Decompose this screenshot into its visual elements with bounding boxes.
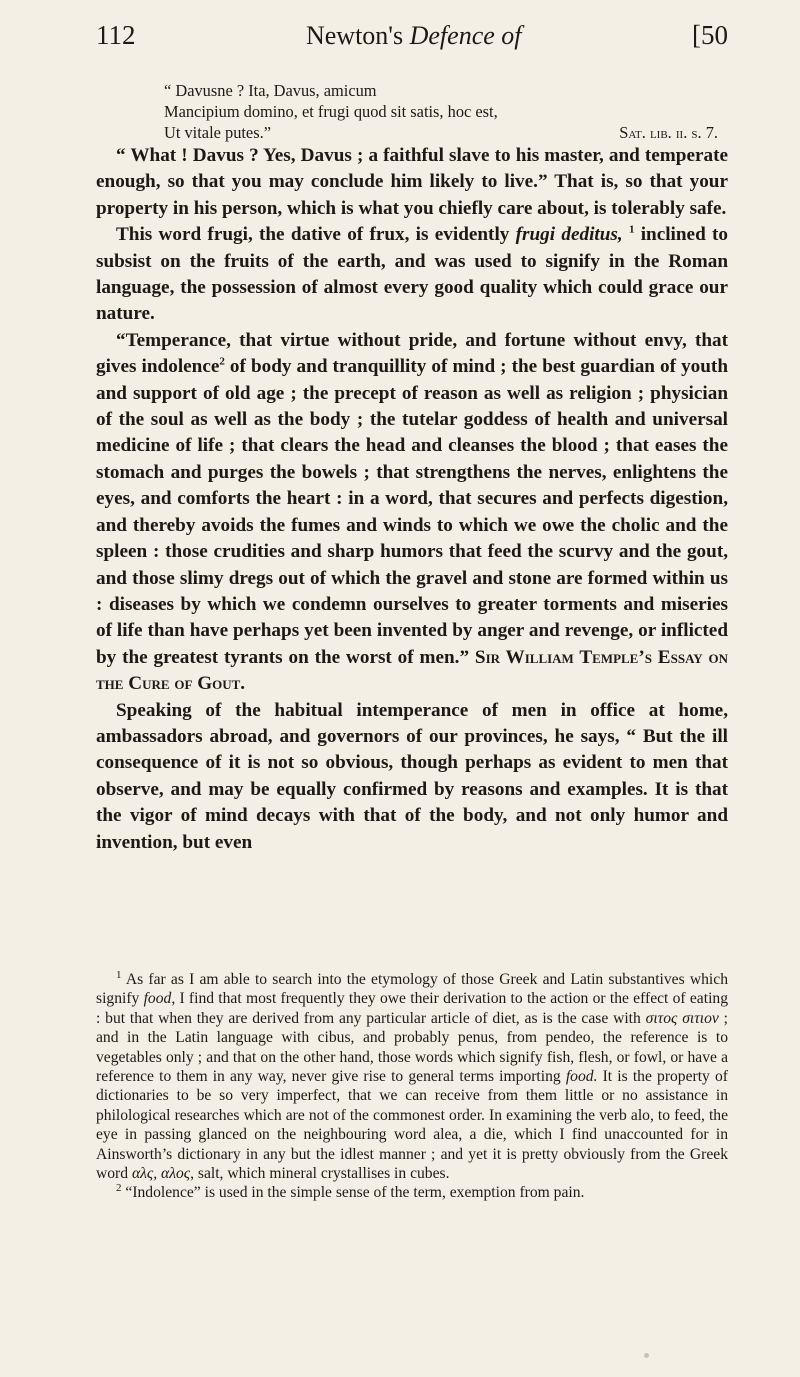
section-number: [50 [691, 20, 728, 50]
fn1-text-a: As far as I am able to search into the etymology of those Greek and Latin substantives which signify [96, 971, 728, 1008]
running-title [306, 21, 522, 51]
quote-line-3-row [164, 122, 720, 143]
page-blemish [644, 1353, 649, 1358]
footnote-1 [96, 970, 728, 1183]
p2-italic: frugi deditus, [515, 224, 623, 246]
quote-source: Sat. lib. ii. s. 7. [619, 123, 718, 142]
running-title-italic: Defence of [409, 21, 522, 50]
running-title-roman: Newton's [305, 21, 410, 50]
fn1-text-c: ; and in the Latin language with cibus, and probably penus, from pendeo, the reference is to vegetables only ; and that on the other hand, those words which signify fish, flesh, or fowl, or have a reference to them in any way, never give rise to general terms importing [96, 1009, 729, 1086]
footnote-1-mark: 1 [116, 968, 122, 981]
main-text [96, 80, 728, 856]
fn1-text-d: It is the property of dictionaries to be so very imperfect, that we can receive from them little or no assistance in philological researches which are not of the commonest order. In examining the verb alo, to feed, the eye in passing glanced on the neighbouring word alea, a die, which I find unaccounted for in Ainsworth’s dictionary in any but the idlest manner ; and yet it is pretty obviously from the Greek word [96, 1068, 728, 1183]
fn1-greek-1: σιτος σιτιον [645, 1009, 719, 1027]
page-number: 112 [96, 20, 136, 50]
fn1-greek-2: αλς, αλος [131, 1165, 191, 1183]
paragraph-4: Speaking of the habitual intemperance of men in office at home, ambassadors abroad, and governors of our provinces, he says, “ But the ill consequence of it is not so obvious, though perhaps as evident to men that observe, and may be equally confirmed by reasons and examples. It is that the vigor of mind decays with that of the body, and not only humor and invention, but even [96, 699, 728, 853]
running-header [96, 20, 728, 56]
p3-text-a: “Temperance, that virtue without pride, and fortune without envy, that gives indolence [96, 329, 728, 378]
p2-text-a: This word frugi, the dative of frux, is evidently [116, 224, 516, 246]
paragraph-3 [96, 328, 728, 698]
paragraph-1: “ What ! Davus ? Yes, Davus ; a faithful slave to his master, and temperate enough, so that you may conclude him likely to live.” That is, so that your property in his person, which is what you chiefly care about, is tolerably safe. [96, 145, 728, 219]
quote-line-2: Mancipium domino, et frugi quod sit satis, hoc est, [164, 102, 498, 121]
footnote-ref-2: 2 [219, 355, 225, 368]
p3-citation: Sir William Temple’s Essay on the Cure of Gout. [96, 646, 728, 695]
p2-text-b: inclined to subsist on the fruits of the earth, and was used to signify in the Roman language, the possession of almost every good quality which could grace our nature. [96, 224, 728, 325]
footnote-ref-1: 1 [628, 223, 635, 236]
fn1-italic-food: food [143, 990, 172, 1008]
fn1-text-b: , I find that most frequently they owe their derivation to the action or the effect of eating : but that when they are derived from any particular article of diet, as is the case with [96, 990, 728, 1027]
paragraph-2 [96, 222, 728, 328]
footnotes [96, 970, 728, 1203]
footnote-2-mark: 2 [116, 1182, 122, 1195]
fn1-italic-food-2: food. [565, 1068, 598, 1086]
epigraph-quote [164, 80, 720, 143]
quote-line-1: “ Davusne ? Ita, Davus, amicum [164, 81, 377, 100]
footnote-2 [96, 1183, 728, 1202]
p3-text-b: of body and tranquillity of mind ; the best guardian of youth and support of old age ; the precept of reason as well as religion ; physician of the soul as well as the body ; the tutelar goddess of health and universal medicine of life ; that clears the head and cleanses the blood ; that eases the stomach and purges the bowels ; that strengthens the nerves, enlightens the eyes, and comforts the heart : in a word, that secures and perfects digestion, and thereby avoids the fumes and winds to which we owe the cholic and the spleen : those crudities and sharp humors that feed the scurvy and the gout, and those slimy dregs out of which the gravel and stone are formed within us : diseases by which we condemn ourselves to greater torments and miseries of life than have perhaps yet been invented by anger and revenge, or inflicted by the greatest tyrants on the worst of men.” [96, 356, 728, 668]
quote-line-3: Ut vitale putes.” [164, 123, 271, 142]
fn2-text: “Indolence” is used in the simple sense of the term, exemption from pain. [121, 1184, 585, 1202]
fn1-text-e: , salt, which mineral crystallises in cubes. [190, 1165, 450, 1183]
